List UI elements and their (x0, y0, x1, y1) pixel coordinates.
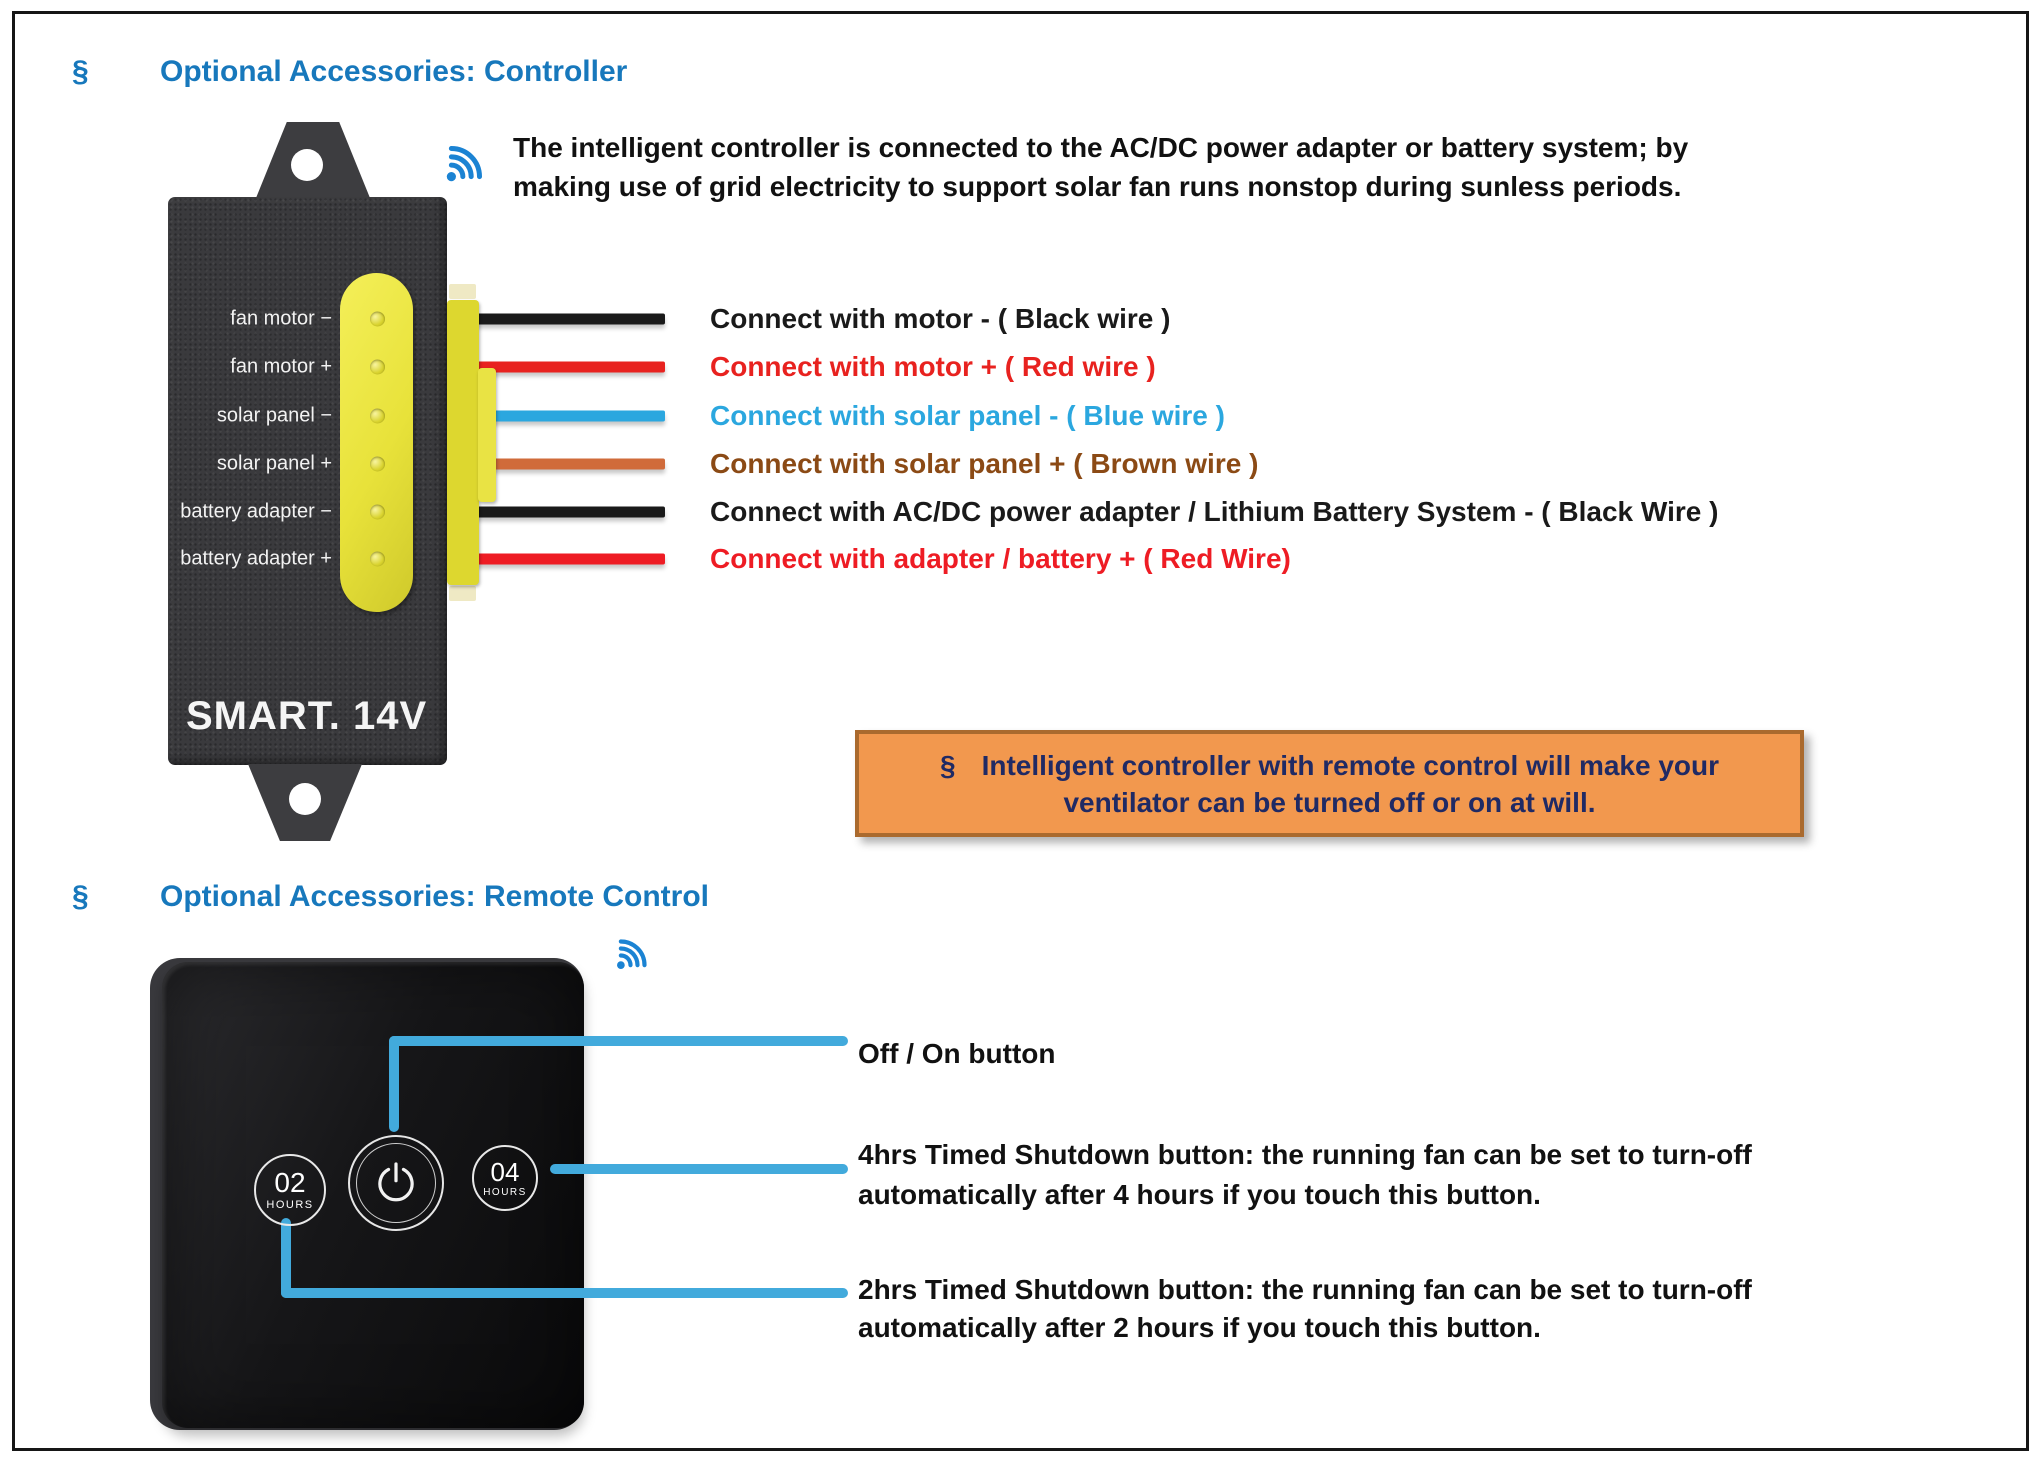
wire-label-solar-positive: Connect with solar panel + ( Brown wire ) (710, 448, 1259, 479)
terminal-label-fan-motor-neg: fan motor − (230, 307, 332, 330)
callout-line1: Intelligent controller with remote control will make your (981, 750, 1720, 781)
callout-line-power-vertical (389, 1036, 399, 1132)
mounting-hole-top (291, 149, 323, 181)
callout-line2: ventilator can be turned off or on at will. (1063, 787, 1596, 818)
wire-label-motor-positive: Connect with motor + ( Red wire ) (710, 351, 1156, 382)
remote-benefit-callout-box (855, 730, 1804, 837)
mounting-hole-bottom (289, 783, 321, 815)
section2-bullet: § (72, 880, 89, 913)
remote-2hours-number: 02 (274, 1167, 306, 1198)
wifi-signal-icon (441, 136, 493, 186)
remote-power-button (348, 1135, 444, 1231)
controller-description (513, 128, 1688, 206)
wire-solar-positive-brown (470, 459, 665, 470)
wire-solar-negative-blue (470, 411, 665, 422)
connector-clip-top (449, 284, 476, 299)
wire-battery-positive-red (470, 554, 665, 565)
terminal-label-battery-adapter-pos: battery adapter + (180, 547, 332, 570)
device-model-label: SMART. 14V (186, 694, 428, 738)
section1-bullet: § (72, 55, 89, 88)
wire-motor-positive-red (470, 362, 665, 373)
annotation-4h-line2: automatically after 4 hours if you touch this button. (858, 1179, 1541, 1210)
terminal-label-solar-panel-neg: solar panel − (216, 404, 332, 427)
wire-label-battery-negative: Connect with AC/DC power adapter / Lithium Battery System - ( Black Wire ) (710, 496, 1719, 527)
terminal-screw (370, 409, 385, 424)
callout-line1-wrap (859, 747, 1800, 784)
wire-motor-negative-black (470, 314, 665, 325)
terminal-screw (370, 505, 385, 520)
controller-description-line2: making use of grid electricity to support solar fan runs nonstop during sunless periods. (513, 171, 1682, 202)
terminal-label-fan-motor-pos: fan motor + (230, 355, 332, 378)
remote-2hours-button (254, 1154, 326, 1226)
remote-4hours-button (472, 1145, 538, 1211)
callout-bullet: § (939, 750, 956, 781)
wire-battery-negative-black (470, 507, 665, 518)
remote-2hours-sublabel: HOURS (266, 1199, 314, 1211)
side-connector-latch (478, 368, 496, 502)
terminal-screw (370, 457, 385, 472)
connector-clip-bottom (449, 586, 476, 601)
terminal-screw (370, 312, 385, 327)
remote-4hours-number: 04 (490, 1156, 520, 1187)
terminal-label-battery-adapter-neg: battery adapter − (180, 500, 332, 523)
wire-label-solar-negative: Connect with solar panel - ( Blue wire ) (710, 400, 1225, 431)
annotation-2h-line2: automatically after 2 hours if you touch this button. (858, 1312, 1541, 1343)
controller-description-line1: The intelligent controller is connected to the AC/DC power adapter or battery system; by (513, 132, 1689, 163)
power-icon (373, 1160, 419, 1206)
callout-line-4h (550, 1164, 848, 1174)
wire-label-battery-positive: Connect with adapter / battery + ( Red Wire) (710, 543, 1291, 574)
annotation-on-off: Off / On button (858, 1038, 1056, 1069)
wifi-signal-icon (612, 931, 656, 973)
wire-label-motor-negative: Connect with motor - ( Black wire ) (710, 303, 1171, 334)
section1-heading: Optional Accessories: Controller (160, 55, 628, 88)
callout-line-2h-horizontal (281, 1288, 848, 1298)
annotation-2h-line1: 2hrs Timed Shutdown button: the running fan can be set to turn-off (858, 1274, 1752, 1305)
callout-line-power-horizontal (389, 1036, 848, 1046)
callout-line-2h-vertical (281, 1218, 291, 1298)
annotation-4h-line1: 4hrs Timed Shutdown button: the running fan can be set to turn-off (858, 1139, 1752, 1170)
side-connector (447, 300, 479, 585)
remote-4hours-sublabel: HOURS (483, 1186, 527, 1198)
terminal-screw (370, 552, 385, 567)
section2-heading: Optional Accessories: Remote Control (160, 880, 709, 913)
terminal-label-solar-panel-pos: solar panel + (216, 452, 332, 475)
remote-power-button-inner-ring (356, 1143, 436, 1223)
terminal-screw (370, 360, 385, 375)
